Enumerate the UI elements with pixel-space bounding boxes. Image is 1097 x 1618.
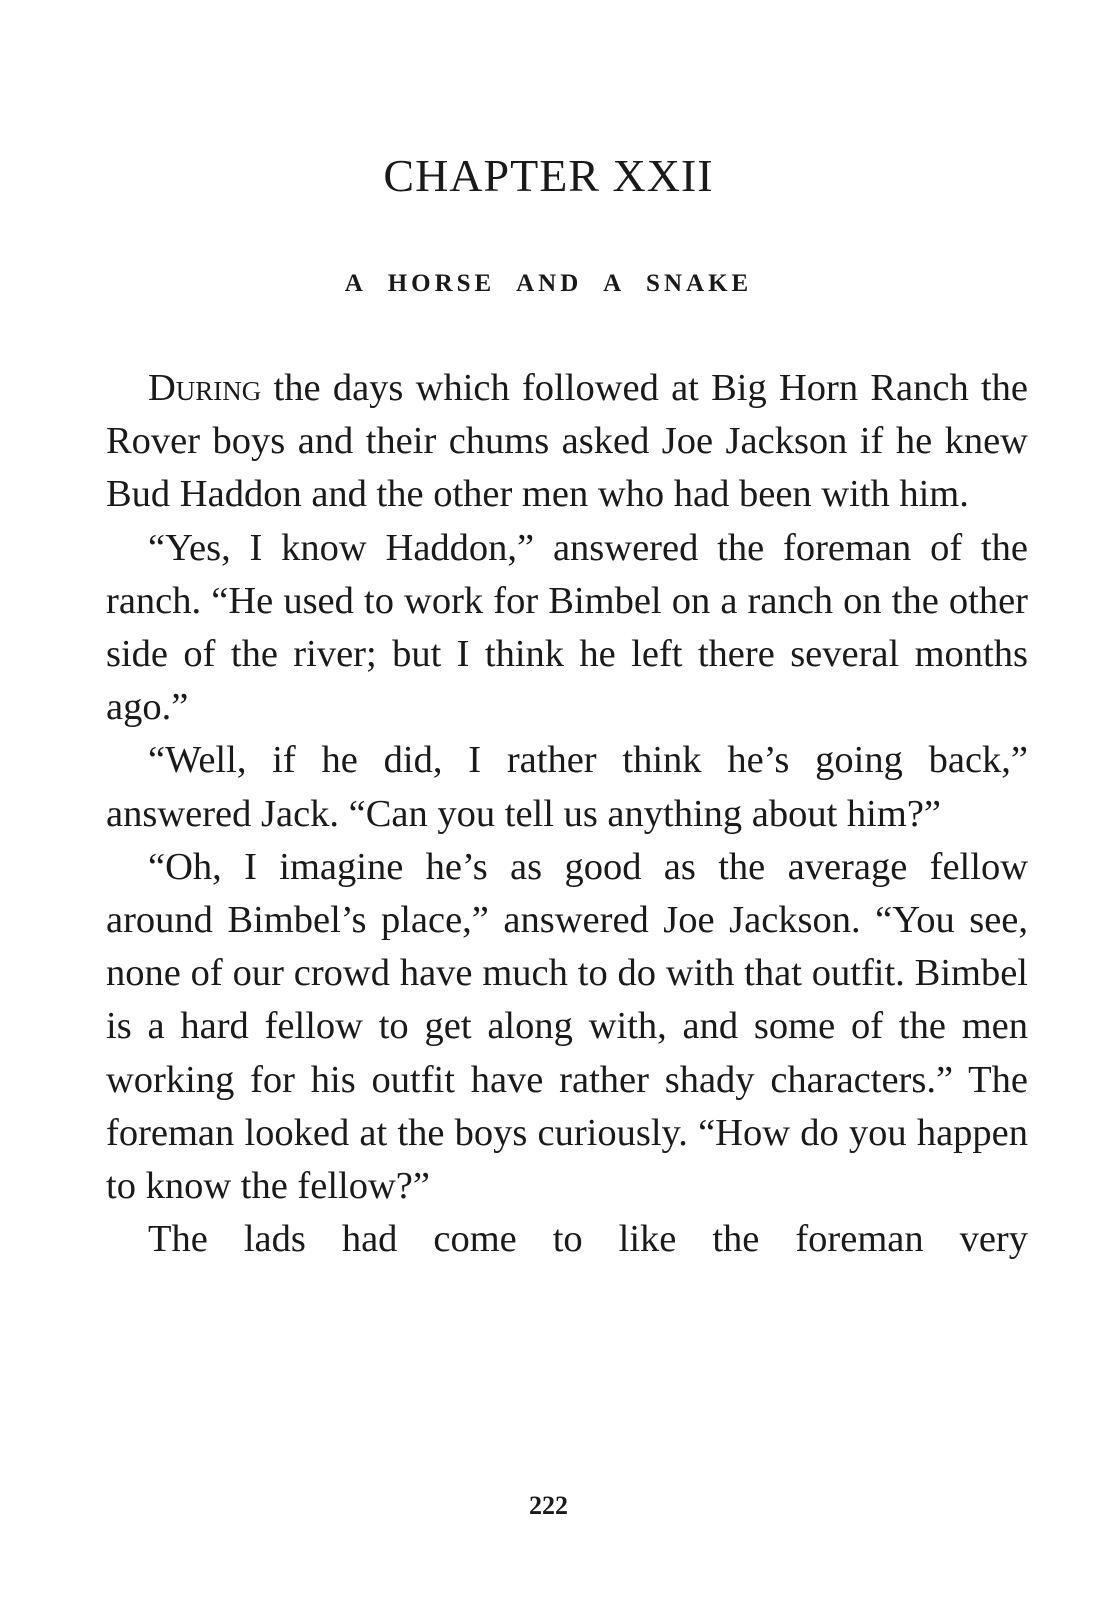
paragraph-text: “Well, if he did, I rather think he’s going back,” answered Jack. “Can you tell us anything about him?” bbox=[106, 739, 1028, 835]
paragraph bbox=[106, 522, 1028, 735]
paragraph-text: The lads had come to like the foreman very bbox=[148, 1218, 1028, 1261]
paragraph bbox=[106, 841, 1028, 1213]
paragraph-lead-word: During bbox=[148, 367, 262, 409]
page-number: 222 bbox=[529, 1491, 568, 1520]
paragraph-text: “Oh, I imagine he’s as good as the average fellow around Bimbel’s place,” answered Joe Jackson. “You see, none of our crowd have much to do with that outfit. Bimbel is a hard fellow to get along with, and some of the men working for his outfit have rather shady characters.” The foreman looked at the boys curiously. “How do you happen to know the fellow?” bbox=[106, 845, 1028, 1208]
chapter-subtitle: A HORSE AND A SNAKE bbox=[344, 270, 753, 297]
paragraph-text: “Yes, I know Haddon,” answered the foreman of the ranch. “He used to work for Bimbel on a ranch on the other side of the river; but I think he left there several months ago.” bbox=[106, 526, 1028, 729]
chapter-body bbox=[106, 362, 1028, 1266]
paragraph bbox=[106, 734, 1028, 840]
chapter-title: CHAPTER XXII bbox=[383, 150, 714, 201]
paragraph-text: the days which followed at Big Horn Ranch the Rover boys and their chums asked Joe Jackson if he knew Bud Haddon and the other men who had been with him. bbox=[106, 367, 1028, 516]
paragraph bbox=[106, 362, 1028, 522]
paragraph bbox=[106, 1213, 1028, 1266]
